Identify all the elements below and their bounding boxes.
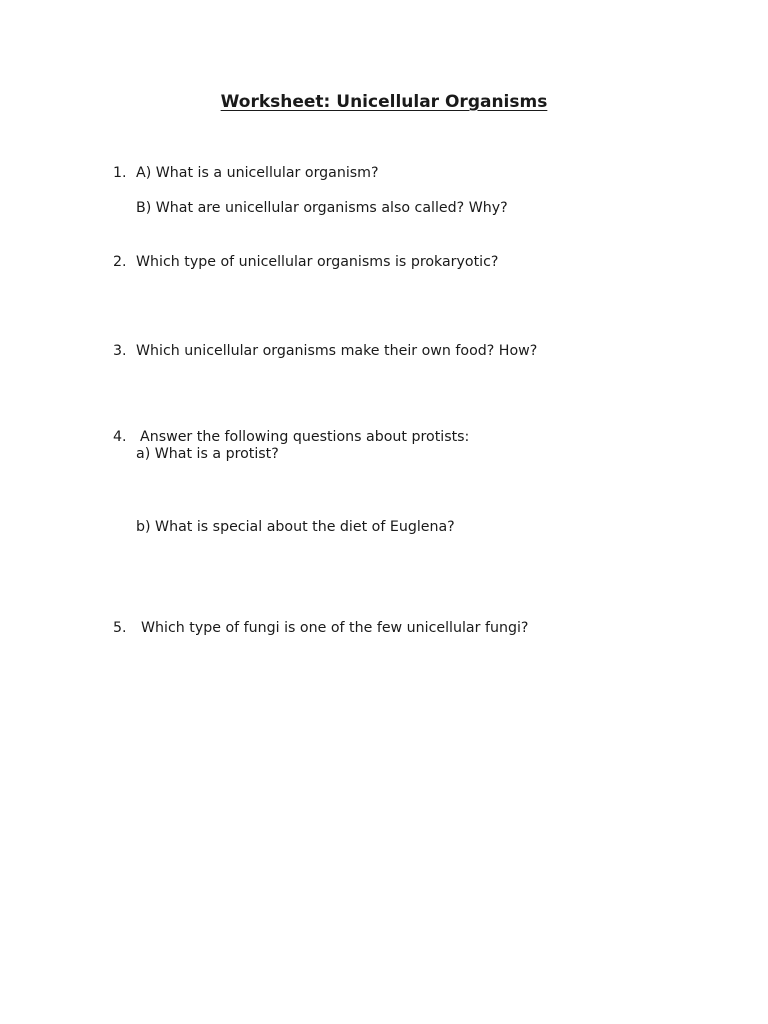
question-3-number: 3.	[113, 343, 127, 359]
question-1-number: 1.	[113, 165, 127, 181]
question-4b-text: b) What is special about the diet of Euglena?	[136, 519, 455, 535]
question-2-text: Which type of unicellular organisms is prokaryotic?	[136, 254, 499, 270]
question-4-text: Answer the following questions about protists:	[140, 429, 470, 445]
worksheet-title: Worksheet: Unicellular Organisms	[220, 92, 548, 112]
question-1a-text: A) What is a unicellular organism?	[136, 165, 379, 181]
question-4-number: 4.	[113, 429, 127, 445]
question-5-number: 5.	[113, 620, 127, 636]
question-3-text: Which unicellular organisms make their own food? How?	[136, 343, 538, 359]
question-1b-text: B) What are unicellular organisms also called? Why?	[136, 200, 508, 216]
question-2-number: 2.	[113, 254, 127, 270]
question-5-text: Which type of fungi is one of the few unicellular fungi?	[141, 620, 529, 636]
question-4a-text: a) What is a protist?	[136, 446, 279, 462]
